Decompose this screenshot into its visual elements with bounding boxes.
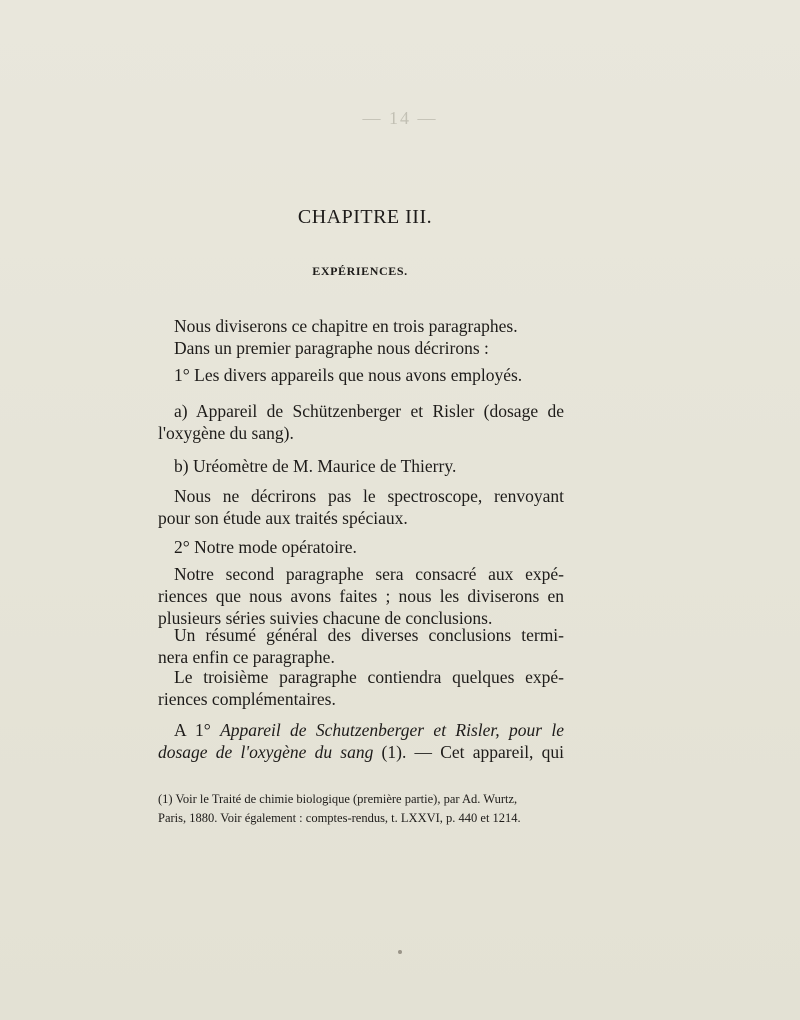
page-number: — 14 —: [362, 108, 438, 128]
text-line: Le troisième paragraphe contiendra quelques expé-: [174, 667, 564, 687]
paragraph-item-a: [158, 400, 564, 444]
section-title: EXPÉRIENCES.: [312, 264, 408, 278]
footnote: [158, 790, 568, 828]
text-line: pour son étude aux traités spéciaux.: [158, 508, 408, 528]
paragraph-second: [158, 563, 564, 629]
text-line: riences complémentaires.: [158, 689, 336, 709]
text-line: 1° Les divers appareils que nous avons employés.: [174, 365, 523, 385]
text-line: Nous diviserons ce chapitre en trois paragraphes.: [174, 316, 518, 336]
paragraph-third: [158, 666, 564, 710]
text-line: Dans un premier paragraphe nous décrirons :: [174, 338, 489, 358]
ink-dot: [398, 950, 402, 954]
text-run: pour le: [508, 720, 565, 740]
text-run: A 1°: [174, 720, 211, 740]
text-line: b) Uréomètre de M. Maurice de Thierry.: [174, 456, 457, 476]
text-line: Nous ne décrirons pas le spectroscope, renvoyant: [174, 486, 564, 506]
text-line: [158, 741, 564, 763]
text-line: [158, 719, 564, 741]
text-run: Appareil de Schutzenberger et Risler,: [220, 720, 500, 740]
paragraph-item-b: [158, 455, 564, 477]
text-line: Notre second paragraphe sera consacré aux expé-: [174, 564, 564, 584]
text-run: dosage de l'oxygène du sang: [158, 742, 374, 762]
text-line: Un résumé général des diverses conclusions termi-: [174, 625, 564, 645]
text-line: l'oxygène du sang).: [158, 423, 294, 443]
text-line: a) Appareil de Schützenberger et Risler (dosage de: [174, 401, 564, 421]
text-line: plusieurs séries suivies chacune de conclusions.: [158, 608, 493, 628]
text-line: 2° Notre mode opératoire.: [174, 537, 357, 557]
text-run: (1). — Cet appareil, qui: [381, 742, 564, 762]
paragraph-summary: [158, 624, 564, 668]
paragraph-spectroscope: [158, 485, 564, 529]
chapter-title: CHAPITRE III.: [297, 206, 433, 228]
footnote-line: Paris, 1880. Voir également : comptes-rendus, t. LXXVI, p. 440 et 1214.: [158, 811, 521, 825]
paragraph-item-2: [158, 536, 564, 558]
paragraph-intro: [158, 315, 564, 359]
text-line: nera enfin ce paragraphe.: [158, 647, 335, 667]
paragraph-item-1: [158, 364, 564, 386]
text-line: riences que nous avons faites ; nous les diviserons en: [158, 586, 564, 606]
paragraph-apparatus: [158, 719, 564, 763]
footnote-line: (1) Voir le Traité de chimie biologique (première partie), par Ad. Wurtz,: [158, 792, 518, 806]
